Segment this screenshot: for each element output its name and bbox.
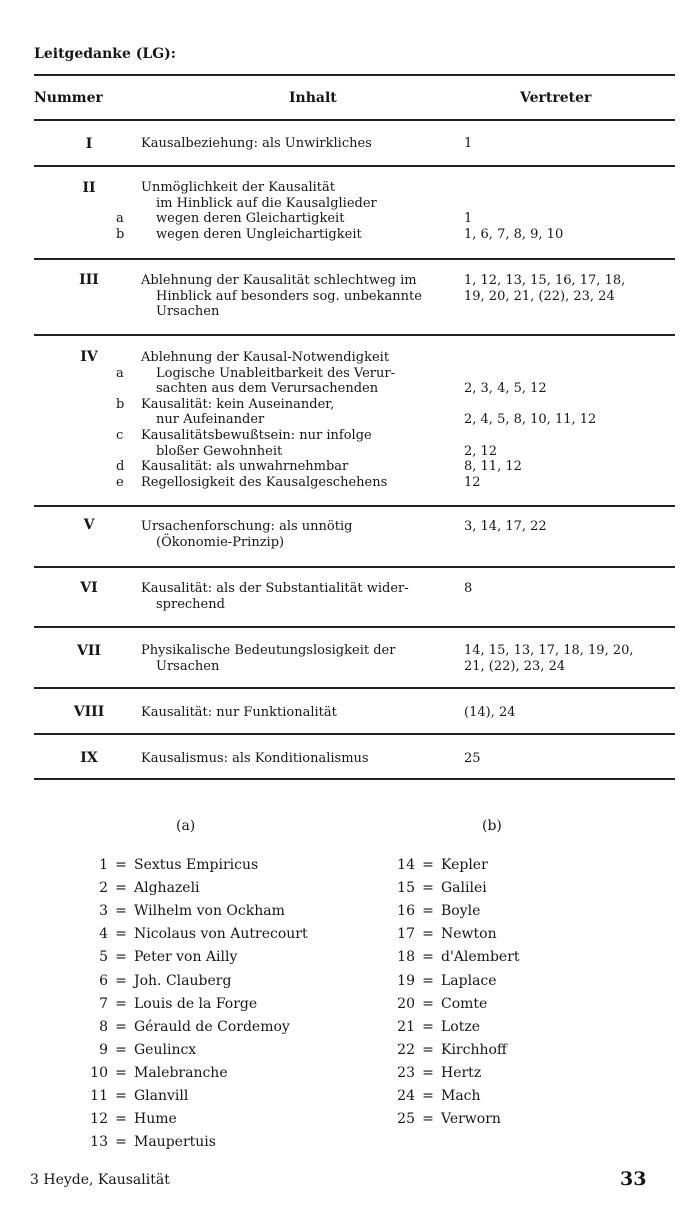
legend-entry <box>381 1042 507 1058</box>
legend-number: 4 <box>99 926 108 943</box>
caption-b: (b) <box>482 818 502 834</box>
legend-number: 12 <box>90 1111 108 1128</box>
legend-entry <box>381 1065 481 1081</box>
legend-number: 6 <box>99 972 108 989</box>
content-line: Unmöglichkeit der Kausalität <box>141 180 335 195</box>
legend-name: Boyle <box>441 903 481 920</box>
legend-number: 10 <box>90 1064 108 1081</box>
column-header-vertreter: Vertreter <box>520 90 592 106</box>
equals-sign: = <box>115 1088 127 1104</box>
legend-name: Galilei <box>441 880 487 897</box>
equals-sign: = <box>115 880 127 897</box>
legend-entry <box>381 1111 501 1127</box>
legend-entry <box>74 1042 196 1058</box>
legend-entry <box>381 903 480 919</box>
row-number: IX <box>80 750 98 766</box>
legend-number: 18 <box>397 949 415 966</box>
legend-entry <box>381 1019 480 1035</box>
vertreter-refs: 2, 4, 5, 8, 10, 11, 12 <box>464 412 597 428</box>
legend-number: 17 <box>397 926 415 943</box>
vertreter-refs: 1, 6, 7, 8, 9, 10 <box>464 226 564 242</box>
equals-sign: = <box>422 949 434 966</box>
row-number: VI <box>80 580 98 596</box>
caption-a: (a) <box>176 818 196 834</box>
equals-sign: = <box>422 926 434 943</box>
row-number: VII <box>77 643 101 659</box>
legend-number: 16 <box>397 903 415 920</box>
legend-name: Peter von Ailly <box>134 949 238 966</box>
content-line: Kausalität: als der Substantialität wider- <box>141 581 409 596</box>
vertreter-refs: 1 <box>464 211 473 227</box>
legend-name: Joh. Clauberg <box>134 972 232 989</box>
vertreter-refs: 25 <box>464 751 481 766</box>
equals-sign: = <box>422 880 434 897</box>
row-separator-rule <box>34 778 675 780</box>
vertreter-refs: 2, 3, 4, 5, 12 <box>464 381 547 397</box>
equals-sign: = <box>115 926 127 943</box>
legend-name: Maupertuis <box>134 1134 216 1151</box>
subitem-letter: d <box>116 459 125 475</box>
legend-name: Laplace <box>441 972 497 989</box>
page-number: 33 <box>620 1168 647 1190</box>
legend-entry <box>74 973 231 989</box>
legend-number: 7 <box>99 995 108 1012</box>
row-number: II <box>82 180 96 196</box>
column-header-nummer: Nummer <box>34 90 103 106</box>
content-line: bloßer Gewohnheit <box>156 443 283 459</box>
equals-sign: = <box>115 949 127 966</box>
legend-name: Kirchhoff <box>441 1041 507 1058</box>
equals-sign: = <box>115 1111 127 1128</box>
row-number: I <box>85 136 93 152</box>
header-rule <box>34 119 675 121</box>
legend-name: d'Alembert <box>441 949 520 966</box>
legend-entry <box>74 949 237 965</box>
legend-number: 8 <box>99 1018 108 1035</box>
equals-sign: = <box>422 857 434 873</box>
content-line: im Hinblick auf die Kausalglieder <box>156 195 377 211</box>
vertreter-refs: 2, 12 <box>464 443 498 459</box>
legend-entry <box>74 903 285 919</box>
row-separator-rule <box>34 334 675 336</box>
legend-number: 11 <box>90 1088 108 1104</box>
vertreter-refs: 14, 15, 13, 17, 18, 19, 20, <box>464 643 634 658</box>
row-number: V <box>83 517 95 533</box>
row-separator-rule <box>34 687 675 689</box>
row-separator-rule <box>34 566 675 568</box>
legend-name: Malebranche <box>134 1064 228 1081</box>
legend-name: Gérauld de Cordemoy <box>134 1018 290 1035</box>
legend-entry <box>381 949 520 965</box>
equals-sign: = <box>422 1111 434 1128</box>
legend-name: Sextus Empiricus <box>134 857 259 873</box>
content-line: Ursachen <box>156 658 220 674</box>
legend-name: Mach <box>441 1088 481 1104</box>
legend-number: 15 <box>397 880 415 897</box>
equals-sign: = <box>115 972 127 989</box>
vertreter-refs: 21, (22), 23, 24 <box>464 658 566 674</box>
legend-entry <box>74 1134 216 1150</box>
legend-number: 14 <box>397 857 415 873</box>
legend-number: 13 <box>90 1134 108 1151</box>
legend-name: Glanvill <box>134 1088 189 1104</box>
row-separator-rule <box>34 165 675 167</box>
content-line: Regellosigkeit des Kausalgeschehens <box>141 474 388 490</box>
legend-number: 21 <box>397 1018 415 1035</box>
content-line: Kausalismus: als Konditionalismus <box>141 751 369 766</box>
content-line: sachten aus dem Verursachenden <box>156 381 379 397</box>
vertreter-refs: (14), 24 <box>464 705 516 720</box>
legend-entry <box>74 1019 290 1035</box>
row-separator-rule <box>34 505 675 507</box>
vertreter-refs: 1 <box>464 136 473 151</box>
legend-name: Nicolaus von Autrecourt <box>134 926 308 943</box>
vertreter-refs: 12 <box>464 474 481 490</box>
equals-sign: = <box>115 1064 127 1081</box>
equals-sign: = <box>422 995 434 1012</box>
equals-sign: = <box>115 1041 127 1058</box>
subitem-letter: c <box>116 428 124 443</box>
vertreter-refs: 19, 20, 21, (22), 23, 24 <box>464 288 615 304</box>
legend-entry <box>381 857 488 873</box>
vertreter-refs: 1, 12, 13, 15, 16, 17, 18, <box>464 273 626 288</box>
equals-sign: = <box>115 857 127 873</box>
legend-number: 20 <box>397 995 415 1012</box>
legend-entry <box>381 996 487 1012</box>
row-number: IV <box>80 349 98 365</box>
legend-name: Hertz <box>441 1064 482 1081</box>
row-separator-rule <box>34 626 675 628</box>
equals-sign: = <box>422 972 434 989</box>
vertreter-refs: 8, 11, 12 <box>464 459 522 475</box>
section-heading: Leitgedanke (LG): <box>34 46 176 62</box>
equals-sign: = <box>115 903 127 920</box>
equals-sign: = <box>422 1041 434 1058</box>
legend-entry <box>74 1111 177 1127</box>
legend-number: 5 <box>99 949 108 966</box>
subitem-letter: e <box>116 474 124 490</box>
legend-number: 25 <box>397 1111 415 1128</box>
content-line: Ablehnung der Kausal-Notwendigkeit <box>141 350 390 365</box>
row-number: III <box>79 272 99 288</box>
legend-entry <box>74 926 308 942</box>
legend-name: Comte <box>441 995 488 1012</box>
subitem-letter: a <box>116 211 124 227</box>
content-line: Ursachen <box>156 304 220 320</box>
content-line: Logische Unableitbarkeit des Verur- <box>156 365 395 381</box>
content-line: wegen deren Ungleichartigkeit <box>156 226 362 242</box>
legend-number: 23 <box>397 1064 415 1081</box>
content-line: nur Aufeinander <box>156 412 265 428</box>
equals-sign: = <box>115 1018 127 1035</box>
legend-name: Lotze <box>441 1018 481 1035</box>
row-separator-rule <box>34 733 675 735</box>
equals-sign: = <box>422 1088 434 1104</box>
legend-entry <box>74 857 258 873</box>
content-line: Kausalität: nur Funktionalität <box>141 705 337 720</box>
content-line: Kausalität: als unwahrnehmbar <box>141 459 349 475</box>
content-line: Kausalität: kein Auseinander, <box>141 396 335 412</box>
subitem-letter: b <box>116 226 125 242</box>
legend-entry <box>74 1065 228 1081</box>
legend-entry <box>74 880 200 896</box>
legend-number: 24 <box>397 1088 415 1104</box>
vertreter-refs: 8 <box>464 581 473 596</box>
content-line: Ursachenforschung: als unnötig <box>141 519 353 534</box>
legend-entry <box>74 1088 188 1104</box>
content-line: wegen deren Gleichartigkeit <box>156 211 345 227</box>
content-line: Kausalbeziehung: als Unwirkliches <box>141 136 372 151</box>
row-number: VIII <box>73 704 105 720</box>
legend-number: 19 <box>397 972 415 989</box>
legend-number: 1 <box>99 857 108 873</box>
legend-name: Louis de la Forge <box>134 995 258 1012</box>
subitem-letter: b <box>116 396 125 412</box>
equals-sign: = <box>115 995 127 1012</box>
legend-name: Verworn <box>441 1111 501 1128</box>
legend-entry <box>74 996 257 1012</box>
legend-name: Alghazeli <box>134 880 200 897</box>
content-line: Kausalitätsbewußtsein: nur infolge <box>141 428 372 443</box>
legend-entry <box>381 926 497 942</box>
legend-name: Geulincx <box>134 1041 197 1058</box>
legend-entry <box>381 1088 481 1104</box>
column-header-inhalt: Inhalt <box>289 90 337 106</box>
content-line: Hinblick auf besonders sog. unbekannte <box>156 288 422 304</box>
legend-name: Hume <box>134 1111 177 1128</box>
table-top-rule <box>34 74 675 76</box>
legend-number: 9 <box>99 1041 108 1058</box>
legend-entry <box>381 880 487 896</box>
legend-number: 2 <box>99 880 108 897</box>
equals-sign: = <box>115 1134 127 1151</box>
equals-sign: = <box>422 1018 434 1035</box>
legend-entry <box>381 973 497 989</box>
content-line: sprechend <box>156 596 225 612</box>
legend-name: Wilhelm von Ockham <box>134 903 285 920</box>
content-line: (Ökonomie-Prinzip) <box>156 534 285 550</box>
legend-name: Kepler <box>441 857 488 873</box>
equals-sign: = <box>422 1064 434 1081</box>
row-separator-rule <box>34 258 675 260</box>
vertreter-refs: 3, 14, 17, 22 <box>464 519 547 534</box>
footer-signature: 3 Heyde, Kausalität <box>30 1172 170 1188</box>
content-line: Physikalische Bedeutungslosigkeit der <box>141 643 396 658</box>
equals-sign: = <box>422 903 434 920</box>
legend-name: Newton <box>441 926 497 943</box>
legend-number: 3 <box>99 903 108 920</box>
subitem-letter: a <box>116 365 124 381</box>
legend-number: 22 <box>397 1041 415 1058</box>
content-line: Ablehnung der Kausalität schlechtweg im <box>141 273 417 288</box>
